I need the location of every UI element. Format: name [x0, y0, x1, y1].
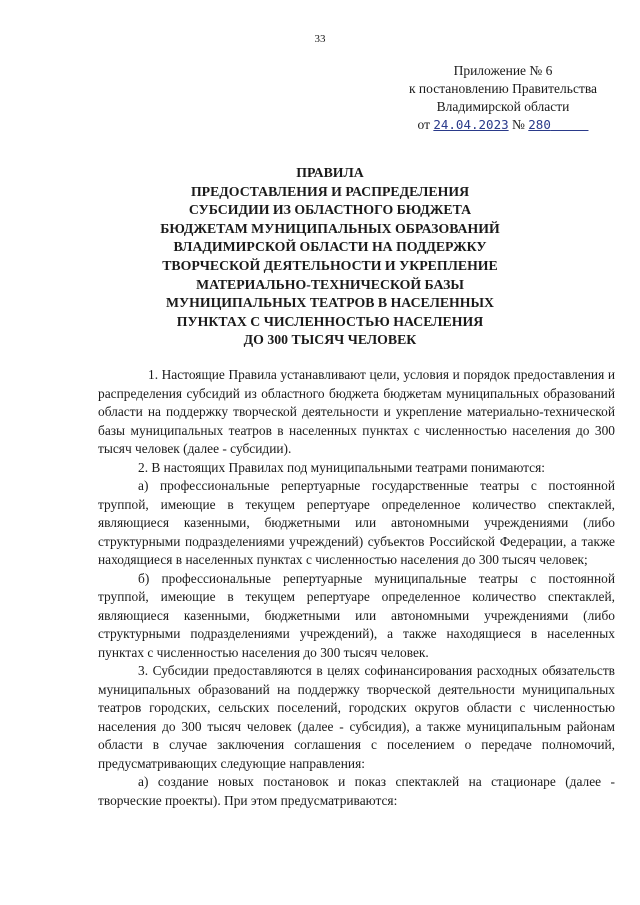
- title-line: ТВОРЧЕСКОЙ ДЕЯТЕЛЬНОСТИ И УКРЕПЛЕНИЕ: [162, 257, 498, 273]
- title-line: БЮДЖЕТАМ МУНИЦИПАЛЬНЫХ ОБРАЗОВАНИЙ: [160, 220, 500, 236]
- document-body: [98, 366, 615, 810]
- title-line: МАТЕРИАЛЬНО-ТЕХНИЧЕСКОЙ БАЗЫ: [196, 276, 464, 292]
- appendix-resolution: к постановлению Правительства: [408, 81, 598, 96]
- title-line: ВЛАДИМИРСКОЙ ОБЛАСТИ НА ПОДДЕРЖКУ: [173, 239, 487, 255]
- order-number-stamp: 280: [528, 117, 551, 132]
- page-number: 33: [314, 33, 326, 45]
- title-line: ПРЕДОСТАВЛЕНИЯ И РАСПРЕДЕЛЕНИЯ: [190, 183, 470, 199]
- appendix-title: Приложение № 6: [453, 63, 553, 78]
- title-line: ДО 300 ТЫСЯЧ ЧЕЛОВЕК: [243, 332, 417, 348]
- paragraph-2b: б) профессиональные репертуарные муниципальные театры с постоянной труппой, имеющие в текущем репертуаре определенное количество спектаклей, являющиеся казенными, бюджетными или автономными учреждениями (либо структурными подразделениями учреждений), а также находящиеся в населенных пунктах с численностью населения до 300 тысяч человек.: [98, 570, 615, 660]
- appendix-header: [388, 62, 618, 134]
- appendix-order-line: [388, 116, 618, 134]
- paragraph-1: 1. Настоящие Правила устанавливают цели, условия и порядок предоставления и распределения субсидий из областного бюджета бюджетам муниципальных образований области на поддержку творческой деятельности и укрепление материально-технической базы муниципальных театров в населенных пунктах с численностью населения до 300 тысяч человек (далее - субсидии).: [98, 367, 615, 456]
- paragraph-3a: а) создание новых постановок и показ спектаклей на стационаре (далее - творческие проекты). При этом предусматриваются:: [98, 774, 615, 808]
- order-number-underline: [551, 117, 589, 132]
- paragraph-2a: а) профессиональные репертуарные государственные театры с постоянной труппой, имеющие в текущем репертуаре определенное количество спектаклей, являющиеся казенными, бюджетными или автономными учреждениями (либо структурными подразделениями учреждений) субъектов Российской Федерации, а также находящиеся в населенных пунктах с численностью населения до 300 тысяч человек;: [98, 478, 615, 567]
- document-title: [120, 164, 540, 350]
- appendix-region: Владимирской области: [436, 99, 570, 114]
- number-prefix: №: [512, 117, 525, 132]
- order-date-stamp: 24.04.2023: [433, 117, 509, 132]
- date-prefix: от: [417, 117, 430, 132]
- title-line: СУБСИДИИ ИЗ ОБЛАСТНОГО БЮДЖЕТА: [188, 202, 472, 218]
- title-line: ПРАВИЛА: [296, 165, 364, 180]
- title-line: ПУНКТАХ С ЧИСЛЕННОСТЬЮ НАСЕЛЕНИЯ: [176, 313, 484, 329]
- title-line: МУНИЦИПАЛЬНЫХ ТЕАТРОВ В НАСЕЛЕННЫХ: [165, 295, 495, 311]
- paragraph-3: 3. Субсидии предоставляются в целях софинансирования расходных обязательств муниципальных образований на поддержку творческой деятельности муниципальных театров городских, сельских поселений, городских округов области с численностью населения до 300 тысяч человек (далее - субсидия), а также муниципальным районам области в случае заключения соглашения с поселением о передаче полномочий, предусматривающих следующие направления:: [98, 663, 615, 771]
- paragraph-2: 2. В настоящих Правилах под муниципальными театрами понимаются:: [138, 459, 546, 475]
